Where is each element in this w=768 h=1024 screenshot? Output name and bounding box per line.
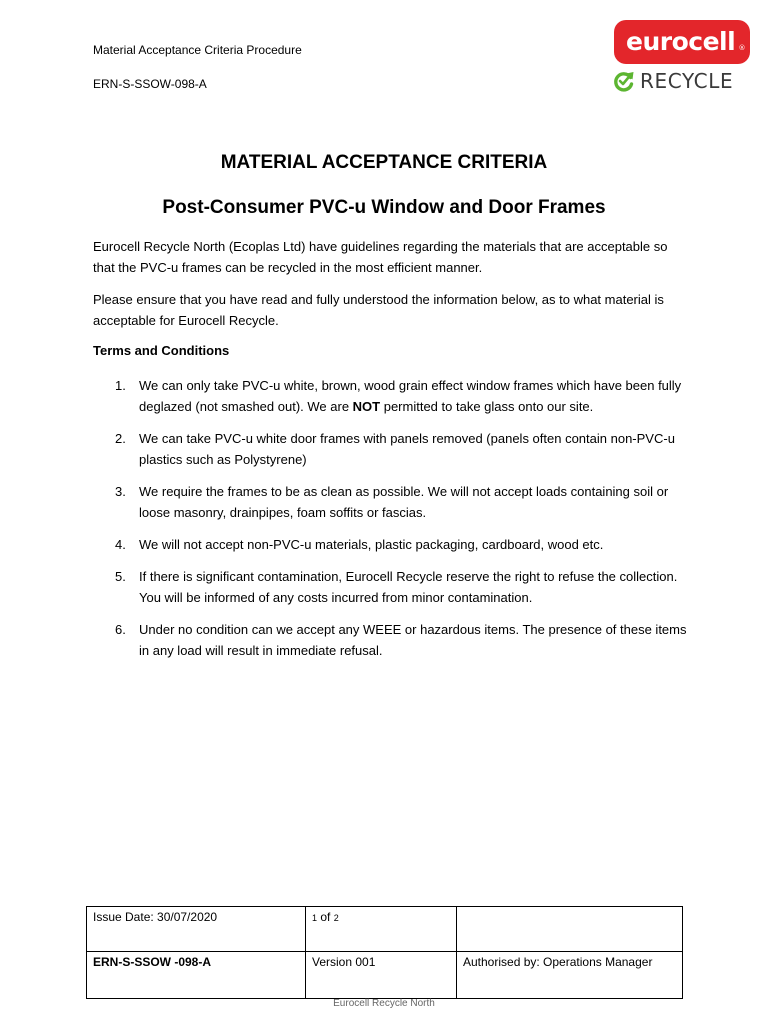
logo-registered-mark: ® (738, 44, 745, 52)
term-number: 4. (115, 537, 126, 552)
logo-recycle-row (612, 68, 733, 94)
terms-heading: Terms and Conditions (93, 343, 230, 358)
page-total: 2 (333, 913, 339, 923)
reference-text: ERN-S-SSOW -098-A (93, 955, 212, 969)
issue-date-text: Issue Date: 30/07/2020 (93, 910, 218, 924)
page-current: 1 (312, 913, 318, 923)
term-text: If there is significant contamination, Eurocell Recycle reserve the right to refuse the collection. You will be informed of any costs incurred from minor contamination. (139, 569, 678, 605)
issue-date-cell (87, 907, 306, 952)
term-number: 5. (115, 569, 126, 584)
term-item (93, 481, 693, 523)
version-text: Version 001 (312, 955, 376, 969)
term-item (93, 428, 693, 470)
term-text: We can take PVC-u white door frames with panels removed (panels often contain non-PVC-u plastics such as Polystyrene) (139, 431, 675, 467)
page-number-cell (306, 907, 457, 952)
term-text-emphasis: NOT (352, 399, 381, 414)
term-number: 3. (115, 484, 126, 499)
term-number: 2. (115, 431, 126, 446)
intro-paragraph: Eurocell Recycle North (Ecoplas Ltd) have guidelines regarding the materials that are acceptable so that the PVC-u frames can be recycled in the most efficient manner. (93, 239, 668, 275)
authorised-cell (457, 952, 683, 999)
recycle-arrow-icon (612, 69, 636, 93)
reference-cell (87, 952, 306, 999)
sub-heading: Post-Consumer PVC-u Window and Door Frames (162, 197, 606, 218)
footer-note: Eurocell Recycle North (333, 998, 435, 1009)
term-item (93, 375, 693, 417)
term-text: We require the frames to be as clean as possible. We will not accept loads containing soil or loose masonry, drainpipes, foam soffits or fascias. (139, 484, 669, 520)
page-of-text: of (320, 910, 331, 924)
term-item (93, 534, 693, 555)
logo-brand-text: eurocell (626, 27, 736, 56)
eurocell-logo-badge (614, 20, 750, 64)
term-text: We will not accept non-PVC-u materials, plastic packaging, cardboard, wood etc. (139, 537, 604, 552)
term-item (93, 566, 693, 608)
version-cell (306, 952, 457, 999)
term-text-part: permitted to take glass onto our site. (380, 399, 594, 414)
authorised-text: Authorised by: Operations Manager (463, 955, 653, 969)
term-text: Under no condition can we accept any WEEE or hazardous items. The presence of these items in any load will result in immediate refusal. (139, 622, 687, 658)
document-reference-header: ERN-S-SSOW-098-A (93, 77, 207, 91)
logo-recycle-text: RECYCLE (640, 69, 734, 93)
term-text-part: We can only take PVC-u white, brown, wood grain effect window frames which have been fully deglazed (not smashed out). We are (139, 378, 682, 414)
empty-cell (457, 907, 683, 952)
document-control-table (86, 906, 683, 999)
term-number: 6. (115, 622, 126, 637)
document-title-header: Material Acceptance Criteria Procedure (93, 43, 302, 57)
ensure-paragraph: Please ensure that you have read and fully understood the information below, as to what material is acceptable for Eurocell Recycle. (93, 292, 664, 328)
term-number: 1. (115, 378, 126, 393)
terms-list (93, 375, 693, 672)
eurocell-recycle-logo (612, 20, 752, 98)
term-item (93, 619, 693, 661)
main-heading: MATERIAL ACCEPTANCE CRITERIA (220, 152, 548, 173)
